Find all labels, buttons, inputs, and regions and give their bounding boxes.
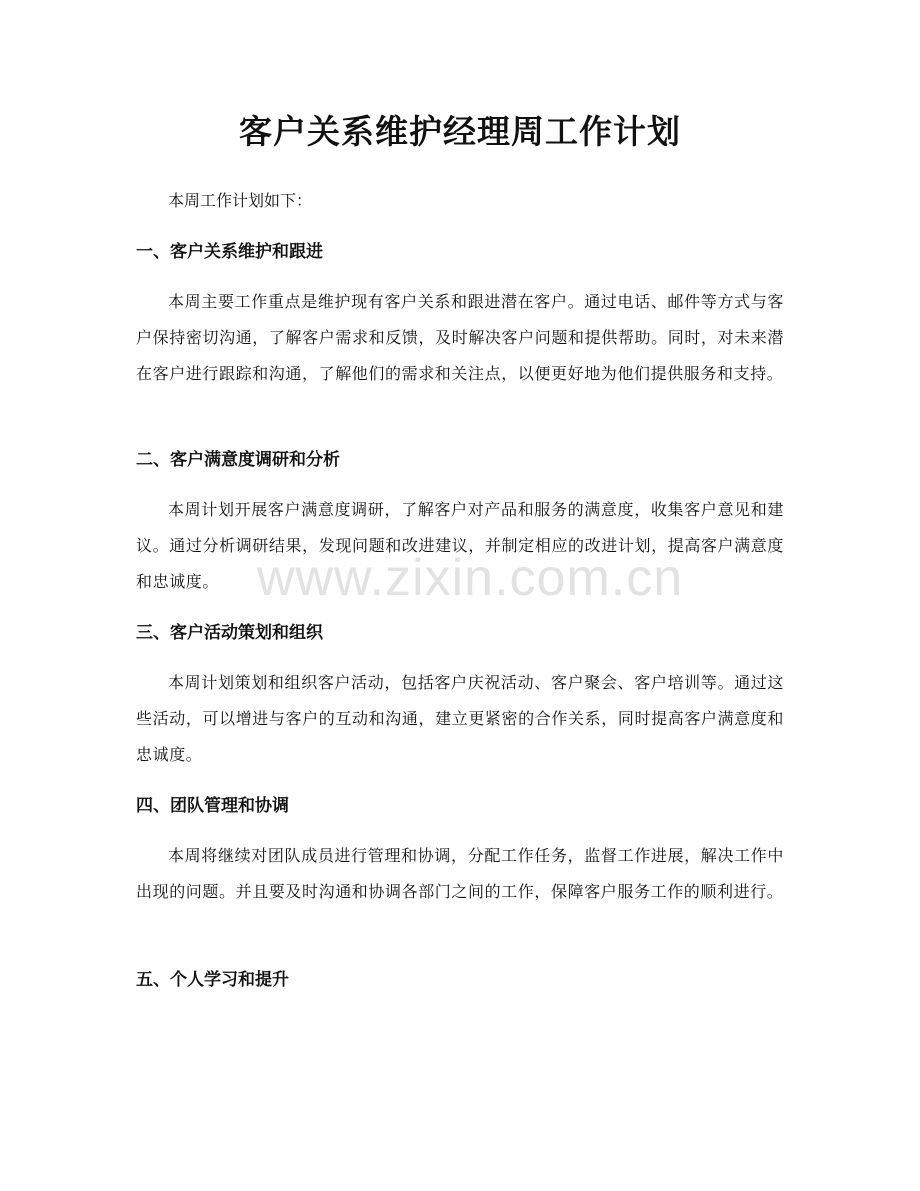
section-heading-4: 四、团队管理和协调 — [136, 796, 289, 816]
section-heading-2: 二、客户满意度调研和分析 — [136, 450, 340, 470]
document-title: 客户关系维护经理周工作计划 — [239, 112, 681, 151]
watermark: www.zixin.com.cn — [256, 549, 684, 607]
section-heading-1: 一、客户关系维护和跟进 — [136, 242, 323, 262]
section-body-2: 本周计划开展客户满意度调研，了解客户对产品和服务的满意度，收集客户意见和建议。通过分析调研结果，发现问题和改进建议，并制定相应的改进计划，提高客户满意度和忠诚度。 — [136, 500, 784, 591]
section-heading-3: 三、客户活动策划和组织 — [136, 623, 323, 643]
section-body-4: 本周将继续对团队成员进行管理和协调，分配工作任务，监督工作进展，解决工作中出现的问题。并且要及时沟通和协调各部门之间的工作，保障客户服务工作的顺利进行。 — [136, 846, 784, 901]
section-body-3: 本周计划策划和组织客户活动，包括客户庆祝活动、客户聚会、客户培训等。通过这些活动，可以增进与客户的互动和沟通，建立更紧密的合作关系，同时提高客户满意度和忠诚度。 — [136, 673, 784, 764]
intro-paragraph: 本周工作计划如下： — [168, 191, 313, 210]
section-heading-5: 五、个人学习和提升 — [136, 970, 289, 990]
section-body-1: 本周主要工作重点是维护现有客户关系和跟进潜在客户。通过电话、邮件等方式与客户保持密切沟通，了解客户需求和反馈，及时解决客户问题和提供帮助。同时，对未来潜在客户进行跟踪和沟通，了解他们的需求和关注点，以便更好地为他们提供服务和支持。 — [136, 292, 784, 383]
